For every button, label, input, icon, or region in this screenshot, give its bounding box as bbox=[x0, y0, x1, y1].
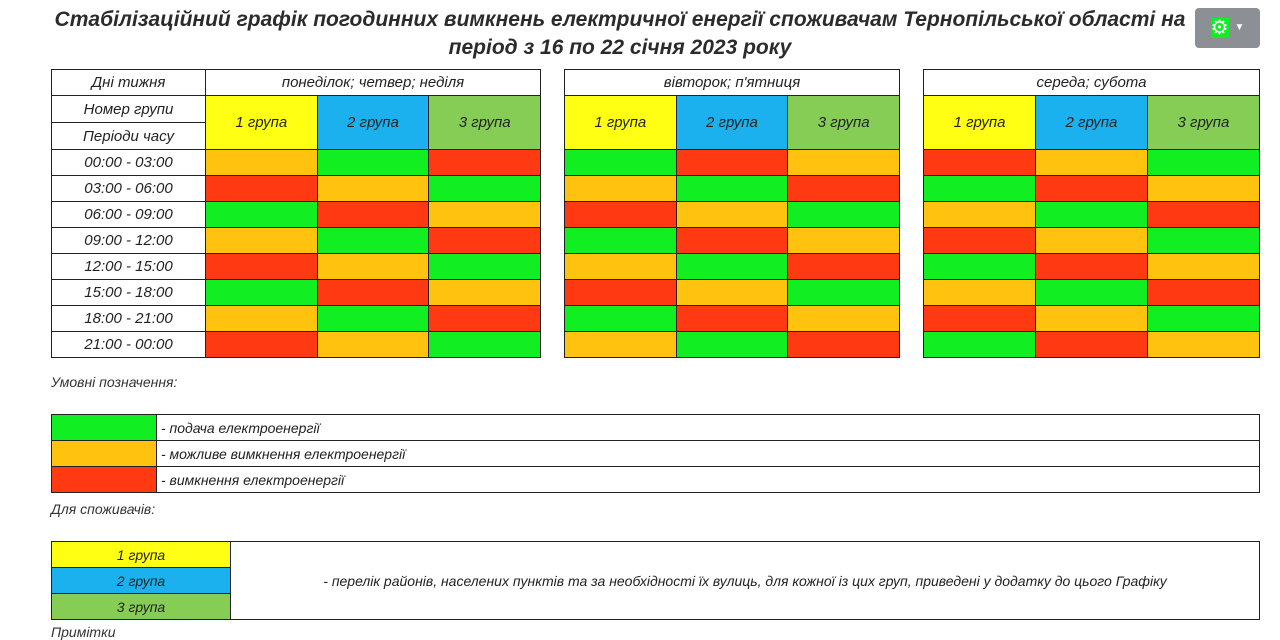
status-cell bbox=[429, 176, 541, 202]
title-line-1: Стабілізаційний графік погодинних вимкнень електричної енергії споживачам Тернопільської області на bbox=[54, 8, 1186, 31]
status-cell bbox=[429, 150, 541, 176]
status-cell bbox=[1147, 280, 1259, 306]
status-cell bbox=[565, 254, 677, 280]
status-cell bbox=[1035, 254, 1147, 280]
status-cell bbox=[206, 150, 318, 176]
status-cell bbox=[788, 280, 900, 306]
time-slot-label: 09:00 - 12:00 bbox=[52, 228, 206, 254]
status-cell bbox=[1035, 176, 1147, 202]
status-cell bbox=[1147, 150, 1259, 176]
status-cell bbox=[206, 332, 318, 358]
group-1-header: 1 група bbox=[565, 96, 677, 150]
status-cell bbox=[788, 202, 900, 228]
status-cell bbox=[429, 202, 541, 228]
group-2-header: 2 група bbox=[1035, 96, 1147, 150]
status-cell bbox=[1035, 306, 1147, 332]
status-cell bbox=[206, 280, 318, 306]
status-cell bbox=[565, 202, 677, 228]
group-3-swatch: 3 група bbox=[52, 594, 231, 620]
status-cell bbox=[924, 306, 1036, 332]
groups-table bbox=[51, 541, 1260, 620]
status-cell bbox=[317, 254, 429, 280]
time-slot-label: 12:00 - 15:00 bbox=[52, 254, 206, 280]
status-cell bbox=[429, 280, 541, 306]
legend-table bbox=[51, 414, 1260, 493]
group-1-header: 1 група bbox=[924, 96, 1036, 150]
group-number-label: Номер групи bbox=[52, 96, 206, 123]
legend-text: - подача електроенергії bbox=[157, 415, 1260, 441]
time-slot-label: 06:00 - 09:00 bbox=[52, 202, 206, 228]
status-cell bbox=[1035, 332, 1147, 358]
day-group-header: вівторок; п'ятниця bbox=[565, 70, 900, 96]
status-cell bbox=[565, 150, 677, 176]
legend-text: - можливе вимкнення електроенергії bbox=[157, 441, 1260, 467]
chevron-down-icon: ▼ bbox=[1234, 22, 1245, 33]
status-cell bbox=[676, 202, 788, 228]
status-cell bbox=[924, 228, 1036, 254]
status-cell bbox=[429, 254, 541, 280]
group-3-header: 3 група bbox=[429, 96, 541, 150]
status-cell bbox=[676, 332, 788, 358]
day-group-header: середа; субота bbox=[924, 70, 1260, 96]
schedule-mon-thu-sun bbox=[205, 69, 541, 358]
time-slot-label: 03:00 - 06:00 bbox=[52, 176, 206, 202]
status-cell bbox=[1147, 306, 1259, 332]
day-group-header: понеділок; четвер; неділя bbox=[206, 70, 541, 96]
time-slot-label: 15:00 - 18:00 bbox=[52, 280, 206, 306]
status-cell bbox=[676, 176, 788, 202]
schedule-wed-sat bbox=[923, 69, 1260, 358]
title-period-dates: 16 по 22 січня 2023 року bbox=[540, 36, 792, 59]
status-cell bbox=[924, 202, 1036, 228]
status-cell bbox=[1147, 332, 1259, 358]
settings-dropdown-button[interactable] bbox=[1195, 8, 1260, 48]
status-cell bbox=[565, 176, 677, 202]
group-2-header: 2 група bbox=[317, 96, 429, 150]
status-cell bbox=[317, 228, 429, 254]
status-cell bbox=[676, 228, 788, 254]
status-cell bbox=[206, 202, 318, 228]
legend-swatch bbox=[52, 467, 157, 493]
status-cell bbox=[788, 254, 900, 280]
groups-description: - перелік районів, населених пунктів та за необхідності їх вулиць, для кожної із цих груп, приведені у додатку до цього Графіку bbox=[231, 542, 1260, 620]
status-cell bbox=[1147, 228, 1259, 254]
group-3-header: 3 група bbox=[1147, 96, 1259, 150]
status-cell bbox=[206, 254, 318, 280]
schedule-tue-fri bbox=[564, 69, 900, 358]
group-3-header: 3 група bbox=[788, 96, 900, 150]
group-2-swatch: 2 група bbox=[52, 568, 231, 594]
status-cell bbox=[1035, 202, 1147, 228]
status-cell bbox=[788, 332, 900, 358]
periods-label: Періоди часу bbox=[52, 123, 206, 150]
status-cell bbox=[924, 332, 1036, 358]
title-period-prefix: період з bbox=[448, 36, 541, 59]
time-slot-label: 18:00 - 21:00 bbox=[52, 306, 206, 332]
status-cell bbox=[317, 306, 429, 332]
group-2-header: 2 група bbox=[676, 96, 788, 150]
gear-icon: ⚙ bbox=[1210, 17, 1229, 39]
status-cell bbox=[1035, 228, 1147, 254]
status-cell bbox=[206, 228, 318, 254]
group-1-swatch: 1 група bbox=[52, 542, 231, 568]
status-cell bbox=[924, 280, 1036, 306]
status-cell bbox=[1147, 202, 1259, 228]
status-cell bbox=[788, 306, 900, 332]
status-cell bbox=[1035, 150, 1147, 176]
status-cell bbox=[788, 150, 900, 176]
status-cell bbox=[676, 150, 788, 176]
status-cell bbox=[317, 280, 429, 306]
status-cell bbox=[317, 332, 429, 358]
status-cell bbox=[206, 306, 318, 332]
legend-swatch bbox=[52, 441, 157, 467]
status-cell bbox=[788, 176, 900, 202]
group-1-header: 1 група bbox=[206, 96, 318, 150]
status-cell bbox=[206, 176, 318, 202]
status-cell bbox=[317, 176, 429, 202]
status-cell bbox=[1147, 254, 1259, 280]
status-cell bbox=[565, 280, 677, 306]
status-cell bbox=[1147, 176, 1259, 202]
status-cell bbox=[676, 254, 788, 280]
status-cell bbox=[924, 254, 1036, 280]
time-slot-label: 21:00 - 00:00 bbox=[52, 332, 206, 358]
status-cell bbox=[924, 150, 1036, 176]
status-cell bbox=[565, 228, 677, 254]
status-cell bbox=[676, 280, 788, 306]
status-cell bbox=[924, 176, 1036, 202]
row-labels-table bbox=[51, 69, 206, 358]
legend-swatch bbox=[52, 415, 157, 441]
status-cell bbox=[565, 306, 677, 332]
status-cell bbox=[429, 228, 541, 254]
status-cell bbox=[676, 306, 788, 332]
time-slot-label: 00:00 - 03:00 bbox=[52, 150, 206, 176]
legend-text: - вимкнення електроенергії bbox=[157, 467, 1260, 493]
notes-partial: Примітки bbox=[51, 624, 116, 640]
status-cell bbox=[565, 332, 677, 358]
status-cell bbox=[317, 202, 429, 228]
days-label: Дні тижня bbox=[52, 70, 206, 96]
consumers-caption: Для споживачів: bbox=[51, 501, 156, 517]
status-cell bbox=[788, 228, 900, 254]
title-line-2 bbox=[40, 34, 1200, 62]
status-cell bbox=[429, 306, 541, 332]
status-cell bbox=[429, 332, 541, 358]
legend-caption: Умовні позначення: bbox=[51, 374, 178, 390]
status-cell bbox=[1035, 280, 1147, 306]
page-title bbox=[40, 6, 1200, 62]
status-cell bbox=[317, 150, 429, 176]
